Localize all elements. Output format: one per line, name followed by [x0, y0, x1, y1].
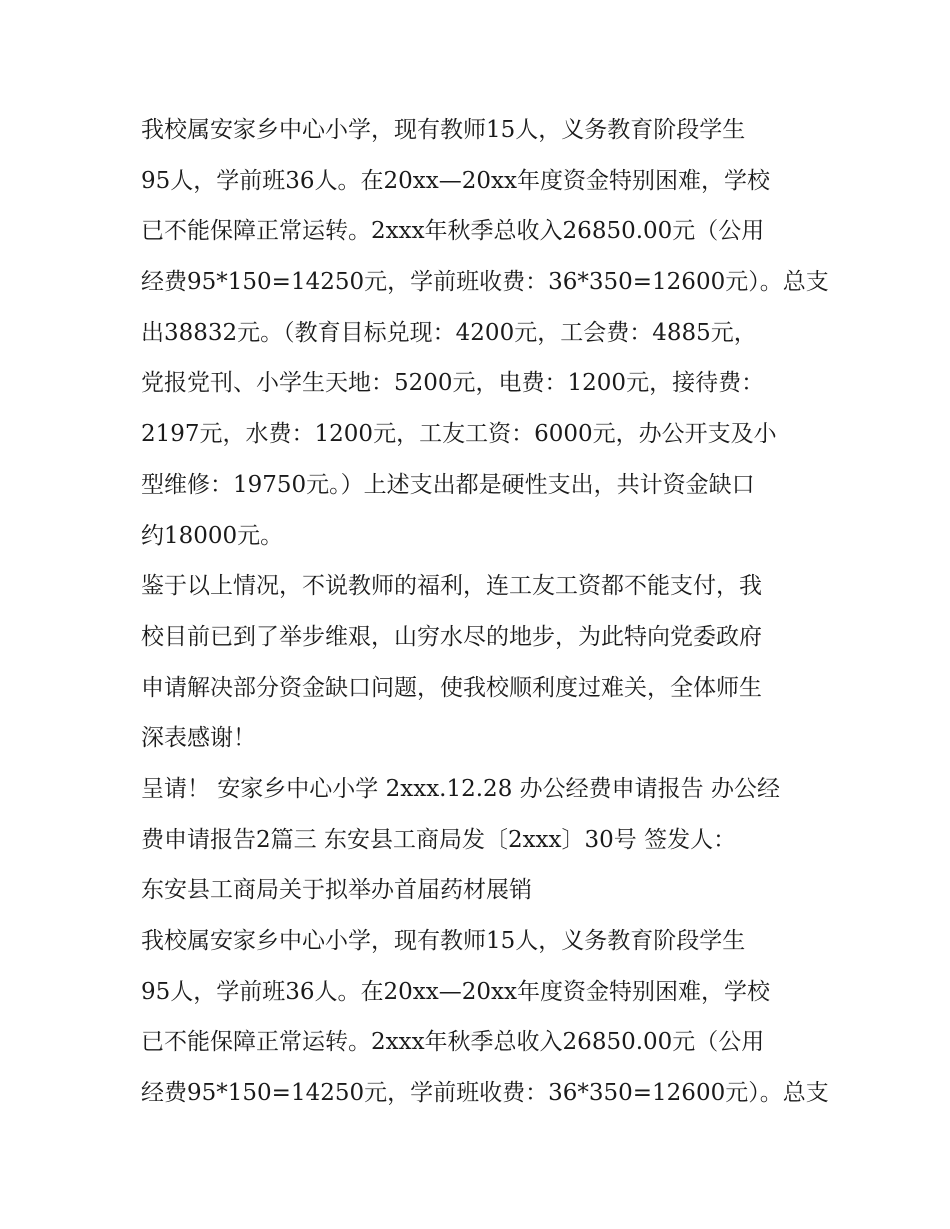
text-line: 约18000元。	[141, 522, 284, 549]
text-line: 2197元，水费：1200元，工友工资：6000元，办公开支及小	[141, 421, 777, 448]
text-line: 型维修：19750元。）上述支出都是硬性支出，共计资金缺口	[141, 471, 755, 498]
text-line: 呈请！ 安家乡中心小学 2xxx.12.28 办公经费申请报告 办公经	[141, 775, 780, 802]
text-line: 鉴于以上情况，不说教师的福利，连工友工资都不能支付，我	[141, 573, 762, 600]
text-line: 95人，学前班36人。在20xx—20xx年度资金特别困难，学校	[141, 978, 770, 1005]
text-line: 校目前已到了举步维艰，山穷水尽的地步，为此特向党委政府	[141, 623, 762, 650]
text-line: 我校属安家乡中心小学，现有教师15人，义务教育阶段学生	[141, 928, 746, 954]
text-line: 经费95*150=14250元，学前班收费：36*350=12600元）。总支	[141, 269, 829, 296]
text-line: 申请解决部分资金缺口问题，使我校顺利度过难关，全体师生	[141, 674, 762, 701]
text-line: 已不能保障正常运转。2xxx年秋季总收入26850.00元（公用	[141, 218, 765, 245]
text-line: 东安县工商局关于拟举办首届药材展销	[141, 877, 532, 904]
text-line: 出38832元。（教育目标兑现：4200元，工会费：4885元，	[141, 319, 757, 346]
text-line: 党报党刊、小学生天地：5200元，电费：1200元，接待费：	[141, 370, 765, 397]
text-line: 已不能保障正常运转。2xxx年秋季总收入26850.00元（公用	[141, 1029, 765, 1056]
document-body	[141, 105, 841, 1119]
text-line: 我校属安家乡中心小学，现有教师15人，义务教育阶段学生	[141, 117, 746, 143]
text-line: 费申请报告2篇三 东安县工商局发〔2xxx〕30号 签发人：	[141, 826, 737, 853]
text-line: 95人，学前班36人。在20xx—20xx年度资金特别困难，学校	[141, 167, 770, 194]
text-line: 经费95*150=14250元，学前班收费：36*350=12600元）。总支	[141, 1080, 829, 1107]
text-line: 深表感谢！	[141, 725, 256, 752]
